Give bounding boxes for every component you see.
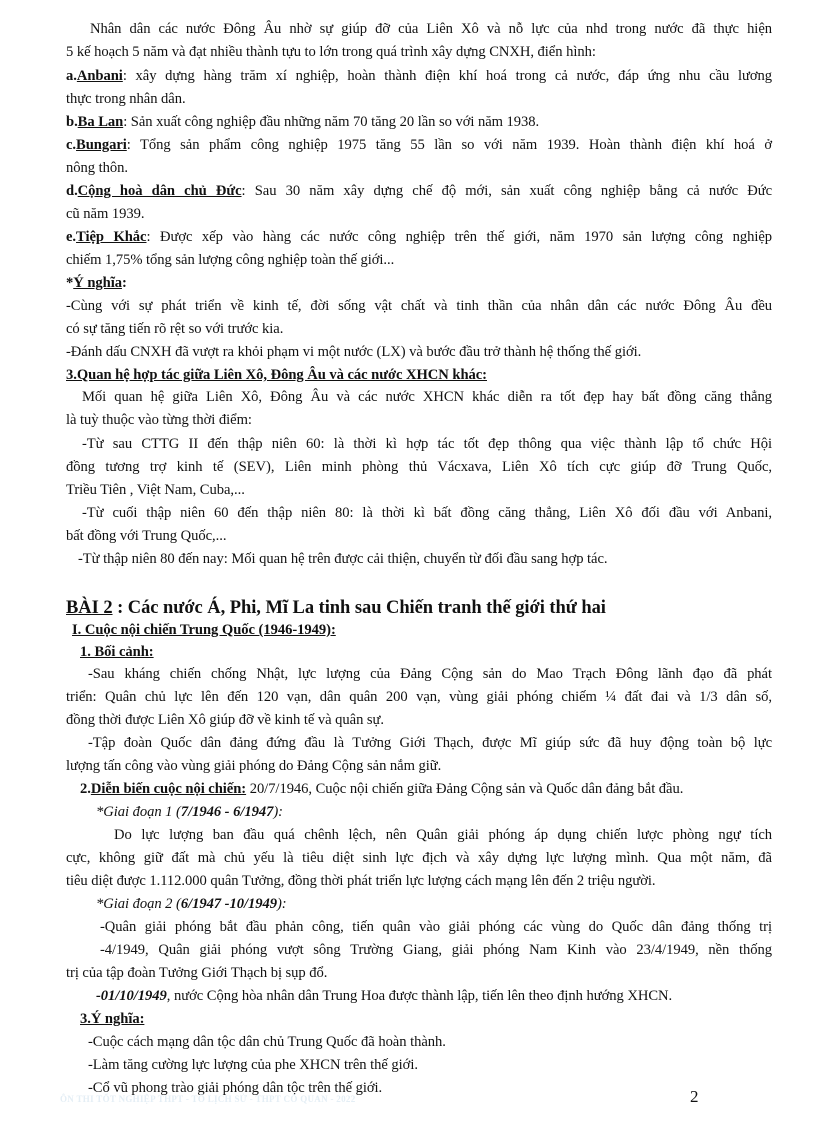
paragraph-line: đồng thời được Liên Xô giúp đỡ về kinh tế và quân sự. <box>66 712 385 728</box>
paragraph-line: Nhân dân các nước Đông Âu nhờ sự giúp đỡ của Liên Xô và nỗ lực của nhd trong nước đã thực hiện <box>90 21 772 37</box>
country-name: Tiệp Khắc <box>76 229 147 245</box>
lesson-label: BÀI 2 <box>66 598 113 618</box>
section-heading-quan-he: 3.Quan hệ hợp tác giữa Liên Xô, Đông Âu và các nước XHCN khác: <box>66 367 487 383</box>
paragraph-line: lượng tấn công vào vùng giải phóng do Đảng Cộng sản nắm giữ. <box>66 758 442 774</box>
page-number: 2 <box>690 1087 699 1106</box>
paragraph-line: là tuỳ thuộc vào từng thời điểm: <box>66 412 252 428</box>
paragraph-line: 5 kế hoạch 5 năm và đạt nhiều thành tựu to lớn trong quá trình xây dựng CNXH, điển hình: <box>66 44 596 60</box>
item-label: a. <box>66 68 77 84</box>
paragraph-line: -Sau kháng chiến chống Nhật, lực lượng của Đảng Cộng sản do Mao Trạch Đông lãnh đạo đã phát <box>88 666 772 682</box>
lesson-title-text: : Các nước Á, Phi, Mĩ La tinh sau Chiến tranh thế giới thứ hai <box>112 598 606 618</box>
paragraph-line: tiêu diệt được 1.112.000 quân Tưởng, đồng thời phát triển lực lượng cách mạng lên đến 2 triệu người. <box>66 873 656 889</box>
paragraph-line: nông thôn. <box>66 160 128 176</box>
item-label: b. <box>66 114 78 130</box>
phase-label-end: ): <box>276 896 287 912</box>
section-number: 2. <box>80 781 91 797</box>
item-label: d. <box>66 183 78 199</box>
paragraph-line: -Từ thập niên 80 đến nay: Mối quan hệ trên được cải thiện, chuyển từ đối đầu sang hợp tác. <box>78 551 608 567</box>
paragraph-line: chiếm 1,75% tổng sản lượng công nghiệp toàn thế giới... <box>66 252 395 268</box>
section-heading-boi-canh: 1. Bối cảnh: <box>80 644 154 660</box>
section-heading-dien-bien <box>80 779 786 799</box>
country-name: Cộng hoà dân chủ Đức <box>77 183 242 199</box>
prc-founding-line <box>96 986 802 1006</box>
country-name: Bungari <box>76 137 127 153</box>
paragraph-line: Do lực lượng ban đầu quá chênh lệch, nên Quân giải phóng áp dụng chiến lược phòng ngự tích <box>114 827 772 843</box>
item-ba-lan <box>66 112 772 132</box>
phase-dates: 6/1947 -10/1949 <box>180 896 277 912</box>
heading-prefix: * <box>66 275 74 291</box>
phase-label-end: ): <box>273 804 283 820</box>
phase-1-heading <box>96 802 802 822</box>
item-text: : Sản xuất công nghiệp đầu những năm 70 tăng 20 lần so với năm 1938. <box>123 114 540 130</box>
heading-text: Ý nghĩa <box>73 275 122 291</box>
paragraph-line: -Từ cuối thập niên 60 đến thập niên 80: là thời kì bất đồng căng thẳng, Liên Xô đối đầu với Anbani, <box>82 505 772 521</box>
item-cong-hoa-dan-chu-duc <box>66 181 772 201</box>
line-text: , nước Cộng hòa nhân dân Trung Hoa được thành lập, tiến lên theo định hướng XHCN. <box>166 988 673 1004</box>
section-heading-y-nghia-2: 3.Ý nghĩa: <box>80 1011 145 1027</box>
phase-label: *Giai đoạn 1 ( <box>96 804 181 820</box>
date-highlight: -01/10/1949 <box>96 988 167 1004</box>
heading-text: Diễn biến cuộc nội chiến: <box>90 781 247 797</box>
item-text: : xây dựng hàng trăm xí nghiệp, hoàn thành điện khí hoá trong cả nước, đáp ứng nhu cầu lương <box>122 68 772 84</box>
phase-dates: 7/1946 - 6/1947 <box>180 804 274 820</box>
paragraph-line: thực trong nhân dân. <box>66 91 186 107</box>
country-name: Ba Lan <box>77 114 124 130</box>
country-name: Anbani <box>76 68 123 84</box>
paragraph-line: -Từ sau CTTG II đến thập niên 60: là thời kì hợp tác tốt đẹp thông qua việc thành lập tổ chức Hội <box>82 436 772 452</box>
paragraph-line: -Cuộc cách mạng dân tộc dân chủ Trung Quốc đã hoàn thành. <box>88 1034 446 1050</box>
item-text: : Sau 30 năm xây dựng chế độ mới, sản xuất công nghiệp bằng cả nước Đức <box>241 183 772 199</box>
item-label: c. <box>66 137 77 153</box>
heading-rest: 20/7/1946, Cuộc nội chiến giữa Đảng Cộng sản và Quốc dân đảng bắt đầu. <box>246 781 684 797</box>
heading-suffix: : <box>121 275 127 291</box>
paragraph-line: Triều Tiên , Việt Nam, Cuba,... <box>66 482 245 498</box>
section-heading-y-nghia <box>66 273 772 293</box>
phase-label: *Giai đoạn 2 ( <box>96 896 181 912</box>
section-heading-noi-chien: I. Cuộc nội chiến Trung Quốc (1946-1949): <box>72 622 336 638</box>
paragraph-line: triển: Quân chủ lực lên đến 120 vạn, dân quân 200 vạn, vùng giải phóng chiếm ¼ đất đai và 1/3 dân số, <box>66 689 772 705</box>
paragraph-line: -4/1949, Quân giải phóng vượt sông Trường Giang, giải phóng Nam Kinh vào 23/4/1949, nền thống <box>100 942 772 958</box>
item-text: : Được xếp vào hàng các nước công nghiệp trên thế giới, năm 1970 sản lượng công nghiệp <box>146 229 773 245</box>
item-text: : Tổng sản phẩm công nghiệp 1975 tăng 55 lần so với năm 1939. Hoàn thành điện khí hoá ở <box>126 137 772 153</box>
phase-2-heading <box>96 894 802 914</box>
paragraph-line: bất đồng với Trung Quốc,... <box>66 528 227 544</box>
item-label: e. <box>66 229 77 245</box>
paragraph-line: -Đánh dấu CNXH đã vượt ra khỏi phạm vi một nước (LX) và bước đầu trở thành hệ thống thế giới. <box>66 344 642 360</box>
item-anbani <box>66 66 772 86</box>
paragraph-line: cực, không giữ đất mà chủ yếu là tiêu diệt sinh lực địch và xây dựng lực lượng mình. Qua một năm, đã <box>66 850 772 866</box>
paragraph-line: cũ năm 1939. <box>66 206 145 222</box>
paragraph-line: -Quân giải phóng bắt đầu phản công, tiến quân vào giải phóng các vùng do Quốc dân đảng thống trị <box>100 919 772 935</box>
paragraph-line: -Tập đoàn Quốc dân đảng đứng đầu là Tưởng Giới Thạch, được Mĩ giúp sức đã huy động toàn bộ lực <box>88 735 772 751</box>
paragraph-line: đồng tương trợ kinh tế (SEV), Liên minh phòng thủ Vácxava, Liên Xô tích cực giúp đỡ Trung Quốc, <box>66 459 772 475</box>
paragraph-line: -Làm tăng cường lực lượng của phe XHCN trên thế giới. <box>88 1057 418 1073</box>
paragraph-line: trị của tập đoàn Tưởng Giới Thạch bị sụp đổ. <box>66 965 328 981</box>
item-tiep-khac <box>66 227 772 247</box>
paragraph-line: -Cùng với sự phát triển về kinh tế, đời sống vật chất và tinh thần của nhân dân các nước Đông Âu đều <box>66 298 772 314</box>
footer-watermark-text: ÔN THI TỐT NGHIỆP THPT - TỔ LỊCH SỬ - THPT CỔ QUAN - 2022 <box>60 1094 356 1104</box>
paragraph-line: Mối quan hệ giữa Liên Xô, Đông Âu và các nước XHCN khác diễn ra tốt đẹp hay bất đồng căng thẳng <box>82 389 772 405</box>
item-bungari <box>66 135 772 155</box>
paragraph-line: có sự tăng tiến rõ rệt so với trước kia. <box>66 321 284 337</box>
lesson-title <box>66 596 772 620</box>
paragraph-line: -Cổ vũ phong trào giải phóng dân tộc trên thế giới. <box>88 1080 383 1096</box>
